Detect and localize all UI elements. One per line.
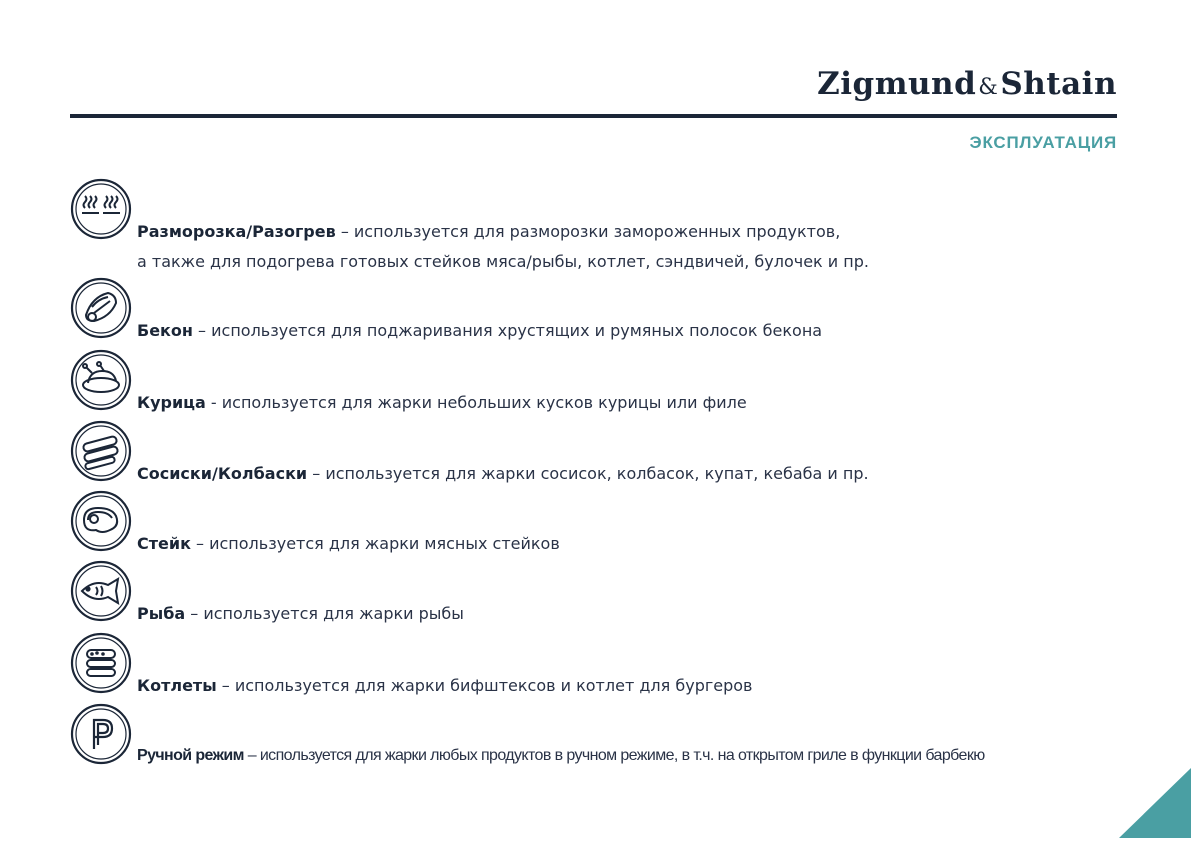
defrost-steam-icon [70,178,132,240]
chicken-icon [70,349,132,411]
mode-name: Котлеты [137,676,217,695]
brand-logo-part2: Shtain [1000,66,1117,102]
mode-desc: – используется для поджаривания хрустящих и румяных полосок бекона [192,321,823,340]
mode-desc: – используется для жарки сосисок, колбасок, купат, кебаба и пр. [307,464,869,483]
mode-name: Сосиски/Колбаски [137,464,308,483]
mode-name: Бекон [137,321,193,340]
mode-desc: – используется для жарки бифштексов и котлет для бургеров [216,676,753,695]
mode-name: Стейк [137,534,191,553]
mode-name: Курица [137,393,206,412]
mode-description [137,604,464,623]
mode-desc: – используется для разморозки замороженных продуктов, [335,222,841,241]
bacon-icon [70,277,132,339]
fish-icon [70,560,132,622]
brand-logo [817,66,1117,102]
mode-description [137,534,560,553]
steak-icon [70,490,132,552]
sausages-icon [70,420,132,482]
mode-name: Ручной режим [137,747,244,764]
teal-corner-decoration [1061,768,1191,838]
mode-description [137,676,752,695]
mode-description [137,222,840,241]
section-title: ЭКСПЛУАТАЦИЯ [969,133,1117,152]
mode-desc: – используется для жарки рыбы [185,604,464,623]
header-divider [70,114,1117,118]
brand-logo-part1: Zigmund [817,66,977,102]
mode-description [137,321,822,340]
mode-name: Рыба [137,604,186,623]
mode-desc: - используется для жарки небольших кусков курицы или филе [205,393,747,412]
mode-description [137,464,869,483]
mode-name: Разморозка/Разогрев [137,222,336,241]
mode-description [137,393,747,412]
mode-desc-line2: а также для подогрева готовых стейков мяса/рыбы, котлет, сэндвичей, булочек и пр. [137,252,869,271]
brand-logo-amp: & [978,75,999,100]
mode-desc: – используется для жарки любых продуктов в ручном режиме, в т.ч. на открытом гриле в функции барбекю [243,747,985,764]
manual-p-icon [70,703,132,765]
mode-description [137,747,985,765]
burger-patties-icon [70,632,132,694]
mode-desc: – используется для жарки мясных стейков [190,534,560,553]
